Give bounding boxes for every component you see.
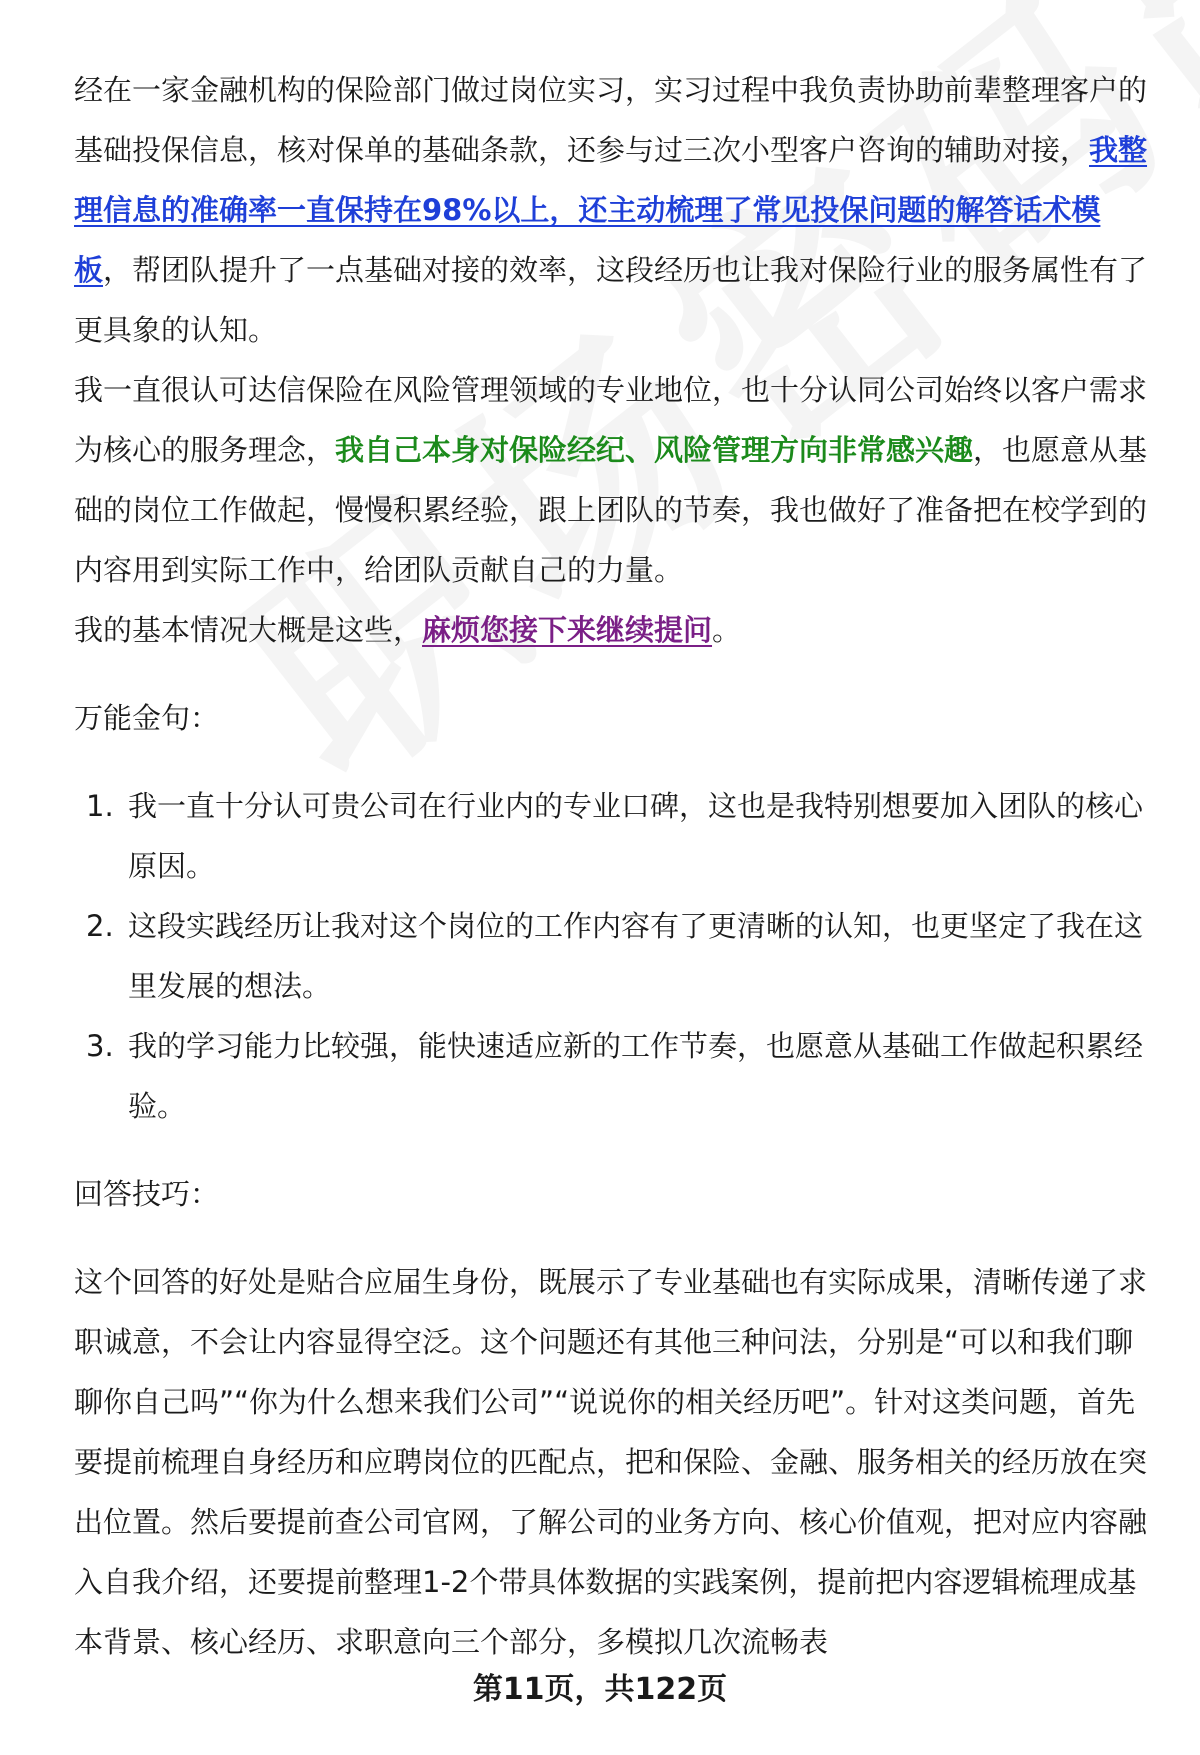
highlight-achievement: 我整理信息的准确率一直保持在98%以上，还主动梳理了常见投保问题的解答话术模板 bbox=[74, 133, 1148, 287]
answer-tips-title: 回答技巧： bbox=[74, 1177, 220, 1211]
paragraph-text: 我一直很认可达信保险在风险管理领域的专业地位，也十分认同公司始终以客户需求为核心的服务理念， bbox=[74, 373, 1148, 467]
golden-sentences-list bbox=[74, 776, 1154, 1136]
paragraph-text: 经在一家金融机构的保险部门做过岗位实习，实习过程中我负责协助前辈整理客户的基础投保信息，核对保单的基础条款，还参与过三次小型客户咨询的辅助对接， bbox=[74, 73, 1148, 167]
list-item-text: 我的学习能力比较强，能快速适应新的工作节奏，也愿意从基础工作做起积累经验。 bbox=[128, 1029, 1144, 1123]
paragraph-text: 。 bbox=[712, 613, 742, 647]
golden-sentences-title: 万能金句： bbox=[74, 701, 220, 735]
document-page bbox=[74, 60, 1154, 1672]
paragraph-closing bbox=[74, 600, 1154, 660]
list-number: 2. bbox=[86, 909, 114, 943]
paragraph-text: 我的基本情况大概是这些， bbox=[74, 613, 423, 647]
list-number: 1. bbox=[86, 789, 114, 823]
paragraph-text: ，也愿意从基础的岗位工作做起，慢慢积累经验，跟上团队的节奏，我也做好了准备把在校学到的内容用到实际工作中，给团队贡献自己的力量。 bbox=[74, 433, 1148, 587]
paragraph-internship bbox=[74, 60, 1154, 360]
list-item bbox=[74, 1016, 1154, 1136]
list-item bbox=[74, 776, 1154, 896]
answer-tips-paragraph: 这个回答的好处是贴合应届生身份，既展示了专业基础也有实际成果，清晰传递了求职诚意，不会让内容显得空泛。这个问题还有其他三种问法，分别是“可以和我们聊聊你自己吗”“你为什么想来我们公司”“说说你的相关经历吧”。针对这类问题，首先要提前梳理自身经历和应聘岗位的匹配点，把和保险、金融、服务相关的经历放在突出位置。然后要提前查公司官网，了解公司的业务方向、核心价值观，把对应内容融入自我介绍，还要提前整理1-2个带具体数据的实践案例，提前把内容逻辑梳理成基本背景、核心经历、求职意向三个部分，多模拟几次流畅表 bbox=[74, 1265, 1148, 1659]
list-item-text: 这段实践经历让我对这个岗位的工作内容有了更清晰的认知，也更坚定了我在这里发展的想法。 bbox=[128, 909, 1144, 1003]
paragraph-text: ，帮团队提升了一点基础对接的效率，这段经历也让我对保险行业的服务属性有了更具象的认知。 bbox=[74, 253, 1148, 347]
highlight-closing: 麻烦您接下来继续提问 bbox=[422, 613, 713, 647]
list-item bbox=[74, 896, 1154, 1016]
list-item-text: 我一直十分认可贵公司在行业内的专业口碑，这也是我特别想要加入团队的核心原因。 bbox=[128, 789, 1144, 883]
highlight-interest: 我自己本身对保险经纪、风险管理方向非常感兴趣 bbox=[335, 433, 974, 467]
list-number: 3. bbox=[86, 1029, 114, 1063]
page-number: 第11页，共122页 bbox=[472, 1672, 728, 1707]
paragraph-motivation bbox=[74, 360, 1154, 600]
